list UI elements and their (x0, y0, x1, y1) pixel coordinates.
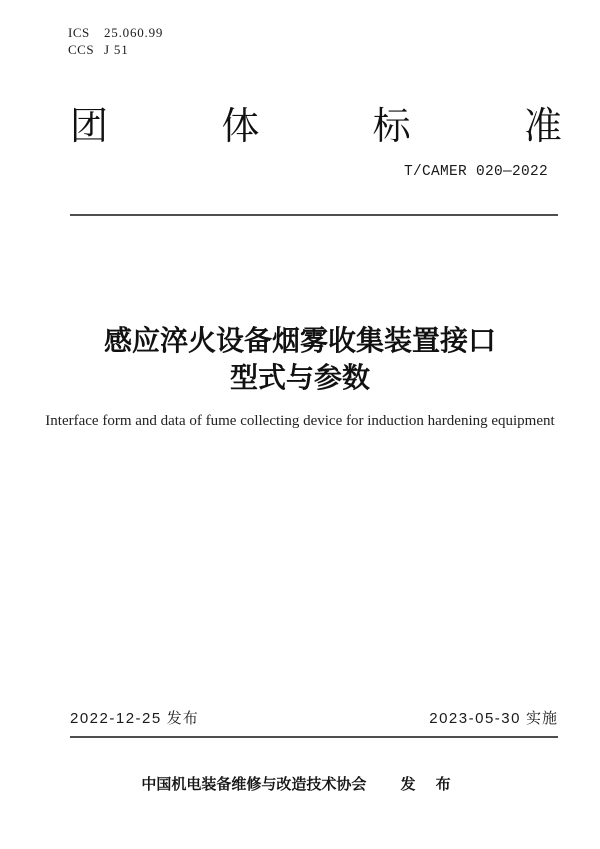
ics-code-line (68, 24, 163, 41)
ics-value: 25.060.99 (104, 25, 164, 40)
issue-date-item (70, 709, 199, 728)
standard-type-char: 标 (372, 106, 411, 148)
document-title (0, 322, 600, 396)
issue-date: 2022-12-25 (70, 710, 162, 727)
publisher-name: 中国机电装备维修与改造技术协会 (141, 776, 367, 793)
standard-type-char: 团 (70, 106, 109, 148)
document-title-line1: 感应淬火设备烟雾收集装置接口 (103, 325, 496, 356)
classification-codes (68, 24, 163, 58)
issue-label: 发布 (166, 710, 199, 727)
ics-label: ICS (68, 25, 90, 40)
implementation-label: 实施 (525, 710, 558, 727)
publish-action-label: 发 布 (400, 776, 459, 793)
implementation-date-item (429, 709, 558, 728)
standard-code: T/CAMER 020—2022 (403, 164, 548, 180)
document-title-english: Interface form and data of fume collecting device for induction hardening equipment (45, 413, 555, 429)
ccs-value: J 51 (104, 42, 129, 57)
document-title-line2: 型式与参数 (229, 362, 370, 393)
standard-type-char: 准 (523, 106, 562, 148)
footer-divider (70, 736, 558, 738)
standard-type-heading (70, 104, 562, 150)
ccs-code-line (68, 41, 163, 58)
publisher-row (0, 775, 600, 794)
date-row (70, 709, 558, 728)
ccs-label: CCS (68, 42, 95, 57)
header-divider (70, 214, 558, 216)
implementation-date: 2023-05-30 (429, 710, 521, 727)
standard-type-char: 体 (221, 106, 260, 148)
